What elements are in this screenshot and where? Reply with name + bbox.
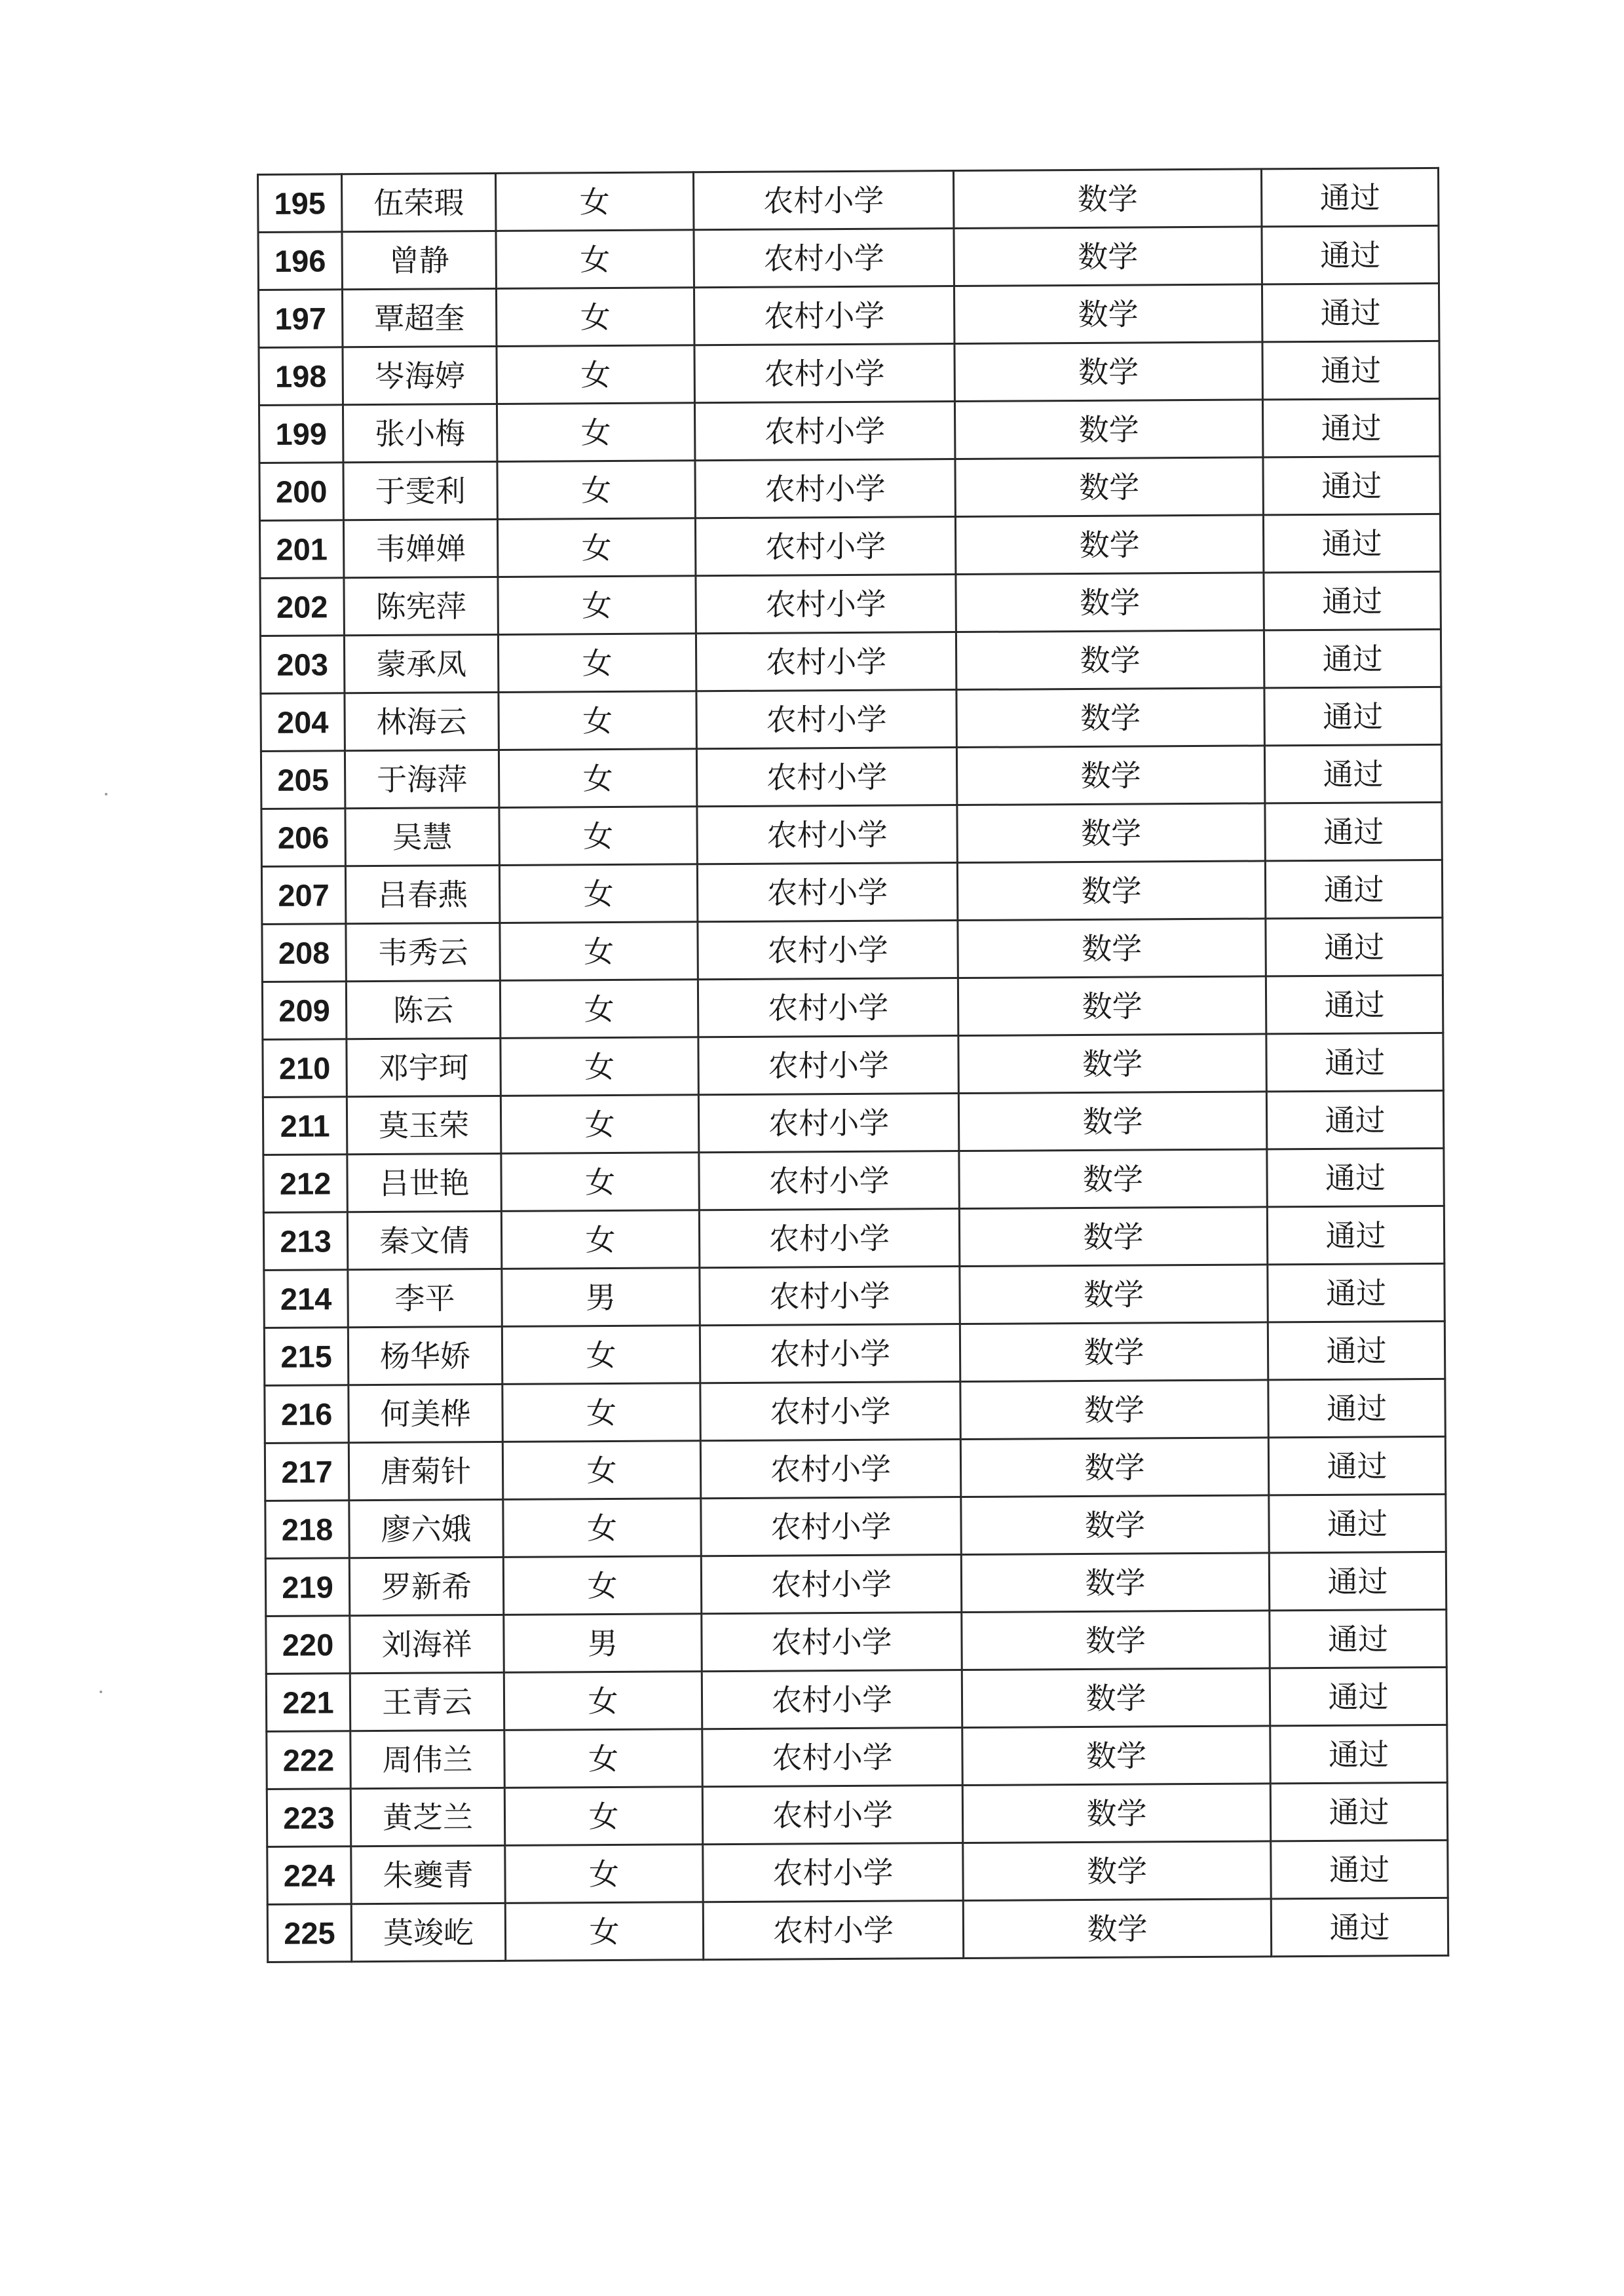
gender-cell: 女: [499, 749, 696, 808]
subject-cell: 数学: [954, 284, 1262, 344]
name-cell: 周伟兰: [350, 1730, 504, 1788]
name-cell: 覃超奎: [342, 288, 496, 347]
subject-cell: 数学: [956, 688, 1264, 748]
gender-cell: 女: [499, 864, 697, 923]
serial-number-cell: 213: [263, 1212, 347, 1271]
result-cell: 通过: [1262, 283, 1439, 342]
gender-cell: 女: [496, 230, 694, 289]
subject-cell: 数学: [955, 515, 1263, 575]
table-row: [265, 1436, 1445, 1501]
school-type-cell: 农村小学: [696, 632, 956, 691]
subject-cell: 数学: [962, 1726, 1270, 1786]
serial-number-cell: 225: [267, 1904, 351, 1962]
serial-number-cell: 197: [258, 290, 342, 348]
table-row: [261, 860, 1442, 924]
subject-cell: 数学: [957, 861, 1265, 921]
table-row: [261, 744, 1441, 809]
school-type-cell: 农村小学: [700, 1382, 960, 1441]
subject-cell: 数学: [960, 1438, 1268, 1497]
gender-cell: 女: [502, 1441, 700, 1500]
table-row: [265, 1494, 1446, 1558]
subject-cell: 数学: [962, 1611, 1270, 1670]
result-cell: 通过: [1270, 1725, 1447, 1784]
serial-number-cell: 204: [261, 693, 345, 752]
school-type-cell: 农村小学: [698, 1036, 958, 1095]
gender-cell: 女: [504, 1729, 702, 1788]
serial-number-cell: 211: [263, 1097, 347, 1155]
name-cell: 吕世艳: [347, 1153, 501, 1212]
table-row: [265, 1379, 1445, 1443]
subject-cell: 数学: [961, 1495, 1269, 1555]
school-type-cell: 农村小学: [702, 1613, 962, 1672]
name-cell: 秦文倩: [347, 1211, 501, 1269]
school-type-cell: 农村小学: [703, 1901, 963, 1960]
table-row: [264, 1321, 1445, 1385]
subject-cell: 数学: [956, 746, 1264, 805]
result-cell: 通过: [1268, 1263, 1445, 1322]
result-cell: 通过: [1262, 398, 1439, 457]
result-cell: 通过: [1266, 1033, 1443, 1092]
result-cell: 通过: [1264, 687, 1441, 746]
gender-cell: 男: [502, 1268, 700, 1327]
result-cell: 通过: [1263, 514, 1440, 573]
school-type-cell: 农村小学: [698, 1094, 958, 1153]
school-type-cell: 农村小学: [702, 1786, 962, 1845]
serial-number-cell: 223: [267, 1789, 350, 1847]
table-row: [267, 1898, 1448, 1962]
table-row: [260, 629, 1441, 693]
result-cell: 通过: [1266, 1090, 1443, 1149]
name-cell: 张小梅: [343, 404, 497, 462]
result-cell: 通过: [1267, 1206, 1444, 1265]
result-cell: 通过: [1268, 1321, 1445, 1380]
school-type-cell: 农村小学: [700, 1440, 960, 1499]
name-cell: 王青云: [350, 1672, 504, 1731]
table-row: [263, 1090, 1443, 1155]
name-cell: 林海云: [345, 692, 499, 750]
name-cell: 于雯利: [343, 461, 497, 520]
serial-number-cell: 198: [259, 347, 343, 406]
subject-cell: 数学: [962, 1784, 1270, 1843]
serial-number-cell: 220: [266, 1616, 350, 1674]
gender-cell: 女: [498, 634, 696, 693]
name-cell: 刘海祥: [350, 1615, 504, 1673]
name-cell: 陈云: [346, 980, 500, 1039]
name-cell: 岑海婷: [343, 346, 497, 404]
gender-cell: 女: [501, 1153, 699, 1212]
result-cell: 通过: [1271, 1898, 1448, 1957]
name-cell: 邓宇珂: [347, 1038, 500, 1096]
table-row: [263, 1148, 1444, 1212]
result-cell: 通过: [1261, 168, 1438, 227]
result-cell: 通过: [1262, 225, 1439, 284]
table-row: [258, 168, 1439, 232]
name-cell: 杨华娇: [348, 1326, 502, 1385]
gender-cell: 女: [503, 1556, 701, 1615]
name-cell: 莫竣屹: [351, 1903, 505, 1961]
name-cell: 于海萍: [345, 750, 499, 808]
serial-number-cell: 203: [260, 636, 344, 694]
table-row: [267, 1840, 1448, 1904]
gender-cell: 女: [497, 403, 694, 462]
gender-cell: 女: [504, 1672, 702, 1731]
serial-number-cell: 205: [261, 751, 345, 809]
gender-cell: 女: [504, 1787, 702, 1846]
subject-cell: 数学: [954, 342, 1262, 402]
subject-cell: 数学: [958, 1034, 1266, 1094]
table-row: [263, 1206, 1444, 1270]
result-cell: 通过: [1264, 744, 1441, 803]
gender-cell: 女: [502, 1383, 700, 1442]
subject-cell: 数学: [960, 1265, 1268, 1324]
result-cell: 通过: [1269, 1552, 1446, 1611]
school-type-cell: 农村小学: [694, 344, 954, 403]
school-type-cell: 农村小学: [702, 1670, 962, 1729]
subject-cell: 数学: [958, 919, 1266, 978]
table-row: [259, 398, 1439, 463]
gender-cell: 女: [505, 1902, 703, 1961]
school-type-cell: 农村小学: [697, 805, 957, 864]
result-cell: 通过: [1271, 1840, 1448, 1899]
subject-cell: 数学: [962, 1668, 1270, 1728]
subject-cell: 数学: [963, 1899, 1271, 1959]
gender-cell: 女: [501, 1210, 699, 1269]
gender-cell: 女: [497, 518, 695, 577]
results-table: [257, 167, 1449, 1963]
school-type-cell: 农村小学: [697, 863, 957, 922]
table-row: [262, 917, 1443, 982]
result-cell: 通过: [1264, 629, 1441, 688]
serial-number-cell: 210: [263, 1039, 347, 1098]
subject-cell: 数学: [961, 1553, 1269, 1613]
school-type-cell: 农村小学: [702, 1728, 962, 1787]
subject-cell: 数学: [958, 1092, 1266, 1151]
scan-speck: [100, 1691, 102, 1693]
name-cell: 伍荣瑕: [342, 173, 496, 231]
subject-cell: 数学: [959, 1207, 1267, 1267]
gender-cell: 女: [497, 461, 695, 520]
name-cell: 罗新希: [349, 1557, 503, 1615]
gender-cell: 女: [503, 1499, 701, 1558]
school-type-cell: 农村小学: [698, 978, 958, 1037]
serial-number-cell: 200: [259, 463, 343, 521]
gender-cell: 女: [502, 1326, 700, 1385]
result-cell: 通过: [1270, 1609, 1446, 1668]
subject-cell: 数学: [957, 803, 1265, 863]
serial-number-cell: 222: [267, 1731, 350, 1789]
result-cell: 通过: [1263, 456, 1440, 515]
school-type-cell: 农村小学: [693, 171, 953, 230]
school-type-cell: 农村小学: [694, 229, 954, 288]
table-row: [258, 283, 1439, 347]
result-cell: 通过: [1262, 341, 1439, 400]
name-cell: 廖六娥: [349, 1499, 503, 1558]
table-row: [266, 1609, 1446, 1674]
school-type-cell: 农村小学: [696, 690, 956, 749]
school-type-cell: 农村小学: [701, 1555, 961, 1614]
serial-number-cell: 208: [262, 924, 346, 982]
subject-cell: 数学: [954, 400, 1262, 459]
serial-number-cell: 224: [267, 1846, 351, 1905]
serial-number-cell: 218: [265, 1501, 349, 1559]
table-row: [258, 225, 1439, 290]
serial-number-cell: 209: [262, 982, 346, 1040]
result-cell: 通过: [1269, 1494, 1446, 1553]
result-cell: 通过: [1266, 917, 1443, 976]
name-cell: 黄芝兰: [350, 1788, 504, 1846]
serial-number-cell: 206: [261, 809, 345, 867]
table-row: [260, 571, 1441, 636]
serial-number-cell: 201: [259, 520, 343, 579]
table-row: [261, 687, 1441, 751]
school-type-cell: 农村小学: [694, 286, 954, 345]
serial-number-cell: 212: [263, 1155, 347, 1213]
gender-cell: 女: [496, 172, 694, 231]
serial-number-cell: 202: [260, 578, 344, 636]
subject-cell: 数学: [956, 573, 1264, 632]
serial-number-cell: 219: [265, 1558, 349, 1617]
serial-number-cell: 207: [261, 866, 345, 925]
result-cell: 通过: [1268, 1436, 1445, 1495]
subject-cell: 数学: [958, 976, 1266, 1036]
table-row: [265, 1552, 1446, 1616]
name-cell: 何美桦: [349, 1384, 502, 1442]
table-row: [267, 1782, 1447, 1846]
school-type-cell: 农村小学: [701, 1497, 961, 1556]
serial-number-cell: 215: [264, 1328, 348, 1386]
result-cell: 通过: [1266, 975, 1443, 1034]
serial-number-cell: 196: [258, 232, 342, 290]
result-cell: 通过: [1265, 802, 1442, 861]
result-cell: 通过: [1265, 860, 1442, 919]
table-row: [267, 1725, 1447, 1789]
gender-cell: 女: [500, 922, 698, 981]
gender-cell: 女: [496, 288, 694, 347]
name-cell: 韦秀云: [346, 923, 500, 981]
name-cell: 蒙承凤: [344, 634, 498, 693]
subject-cell: 数学: [959, 1149, 1267, 1209]
school-type-cell: 农村小学: [696, 575, 956, 634]
result-cell: 通过: [1270, 1667, 1446, 1726]
result-cell: 通过: [1270, 1782, 1447, 1841]
gender-cell: 女: [500, 980, 698, 1039]
table-row: [259, 456, 1440, 520]
gender-cell: 女: [499, 807, 697, 866]
subject-cell: 数学: [953, 169, 1261, 229]
scanned-page: [257, 167, 1449, 1963]
results-table-body: [258, 168, 1448, 1962]
name-cell: 吴慧: [345, 807, 499, 866]
scan-speck: [105, 793, 107, 795]
school-type-cell: 农村小学: [695, 517, 955, 576]
subject-cell: 数学: [955, 457, 1263, 517]
school-type-cell: 农村小学: [699, 1209, 959, 1268]
table-row: [263, 1033, 1443, 1097]
gender-cell: 女: [500, 1095, 698, 1154]
gender-cell: 女: [499, 691, 696, 750]
name-cell: 莫玉荣: [347, 1096, 500, 1154]
name-cell: 李平: [348, 1269, 502, 1327]
serial-number-cell: 214: [264, 1270, 348, 1328]
table-row: [264, 1263, 1445, 1328]
subject-cell: 数学: [960, 1380, 1268, 1440]
name-cell: 曾静: [342, 231, 496, 289]
school-type-cell: 农村小学: [703, 1843, 963, 1902]
serial-number-cell: 216: [265, 1385, 349, 1444]
name-cell: 陈宪萍: [344, 577, 498, 635]
serial-number-cell: 221: [266, 1674, 350, 1732]
table-row: [261, 802, 1442, 866]
gender-cell: 女: [500, 1037, 698, 1096]
gender-cell: 女: [505, 1845, 703, 1904]
name-cell: 吕春燕: [345, 865, 499, 923]
table-row: [259, 514, 1440, 578]
result-cell: 通过: [1268, 1379, 1445, 1438]
school-type-cell: 农村小学: [700, 1267, 960, 1326]
school-type-cell: 农村小学: [698, 921, 958, 980]
gender-cell: 女: [497, 345, 694, 404]
school-type-cell: 农村小学: [695, 459, 955, 518]
school-type-cell: 农村小学: [696, 748, 956, 807]
gender-cell: 女: [498, 576, 696, 635]
name-cell: 朱夔青: [351, 1845, 505, 1904]
table-row: [259, 341, 1439, 405]
school-type-cell: 农村小学: [694, 402, 954, 461]
subject-cell: 数学: [963, 1841, 1271, 1901]
name-cell: 唐菊针: [349, 1442, 502, 1500]
school-type-cell: 农村小学: [700, 1324, 960, 1383]
table-row: [266, 1667, 1446, 1731]
serial-number-cell: 217: [265, 1443, 349, 1501]
subject-cell: 数学: [954, 227, 1262, 286]
subject-cell: 数学: [956, 630, 1264, 690]
serial-number-cell: 195: [258, 174, 342, 233]
result-cell: 通过: [1267, 1148, 1444, 1207]
school-type-cell: 农村小学: [699, 1151, 959, 1210]
name-cell: 韦婵婵: [343, 519, 497, 577]
result-cell: 通过: [1264, 571, 1441, 630]
gender-cell: 男: [504, 1614, 702, 1673]
table-row: [262, 975, 1443, 1039]
subject-cell: 数学: [960, 1322, 1268, 1382]
serial-number-cell: 199: [259, 405, 343, 463]
